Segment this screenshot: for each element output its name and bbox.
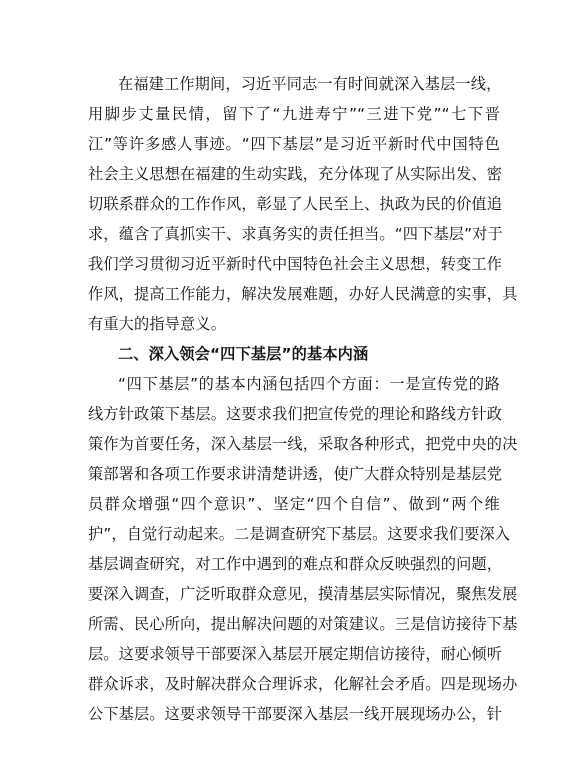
section-heading: 二、深入领会“四下基层”的基本内涵 [118, 345, 369, 363]
paragraph-2 [88, 369, 518, 729]
paragraph-line: 基层调查研究，对工作中遇到的难点和群众反映强烈的问题， [88, 555, 503, 573]
paragraph-1 [88, 69, 518, 339]
paragraph-line: 群众诉求，及时解决群众合理诉求，化解社会矛盾。四是现场办 [88, 675, 518, 693]
paragraph-line: 所需、民心所向，提出解决问题的对策建议。三是信访接待下基 [88, 615, 518, 633]
paragraph-line: 社会主义思想在福建的生动实践，充分体现了从实际出发、密 [88, 165, 503, 183]
paragraph-line: 要深入调查，广泛听取群众意见，摸清基层实际情况，聚焦发展 [88, 585, 518, 603]
paragraph-line: 公下基层。这要求领导干部要深入基层一线开展现场办公，针 [88, 705, 503, 723]
paragraph-line: 作风，提高工作能力，解决发展难题，办好人民满意的实事，具 [88, 285, 518, 303]
paragraph-line: 在福建工作期间，习近平同志一有时间就深入基层一线， [118, 75, 502, 93]
paragraph-line: 用脚步丈量民情，留下了“九进寿宁”“三进下党”“七下晋 [88, 105, 500, 123]
paragraph-line: “四下基层”的基本内涵包括四个方面：一是宣传党的路 [118, 375, 500, 393]
paragraph-line: 求，蕴含了真抓实干、求真务实的责任担当。“四下基层”对于 [88, 225, 503, 243]
paragraph-line: 策作为首要任务，深入基层一线，采取各种形式，把党中央的决 [88, 435, 518, 453]
paragraph-line: 有重大的指导意义。 [88, 315, 227, 333]
paragraph-line: 策部署和各项工作要求讲清楚讲透，使广大群众特别是基层党 [88, 465, 503, 483]
paragraph-line: 切联系群众的工作作风，彰显了人民至上、执政为民的价值追 [88, 195, 503, 213]
section-heading-block [88, 339, 500, 369]
paragraph-line: 线方针政策下基层。这要求我们把宣传党的理论和路线方针政 [88, 405, 503, 423]
paragraph-line: 员群众增强“四个意识”、坚定“四个自信”、做到“两个维 [88, 495, 500, 513]
paragraph-line: 护”，自觉行动起来。二是调查研究下基层。这要求我们要深入 [88, 525, 511, 543]
paragraph-line: 我们学习贯彻习近平新时代中国特色社会主义思想，转变工作 [88, 255, 503, 273]
paragraph-line: 层。这要求领导干部要深入基层开展定期信访接待，耐心倾听 [88, 645, 503, 663]
paragraph-line: 江”等许多感人事迹。“四下基层”是习近平新时代中国特色 [88, 135, 500, 153]
